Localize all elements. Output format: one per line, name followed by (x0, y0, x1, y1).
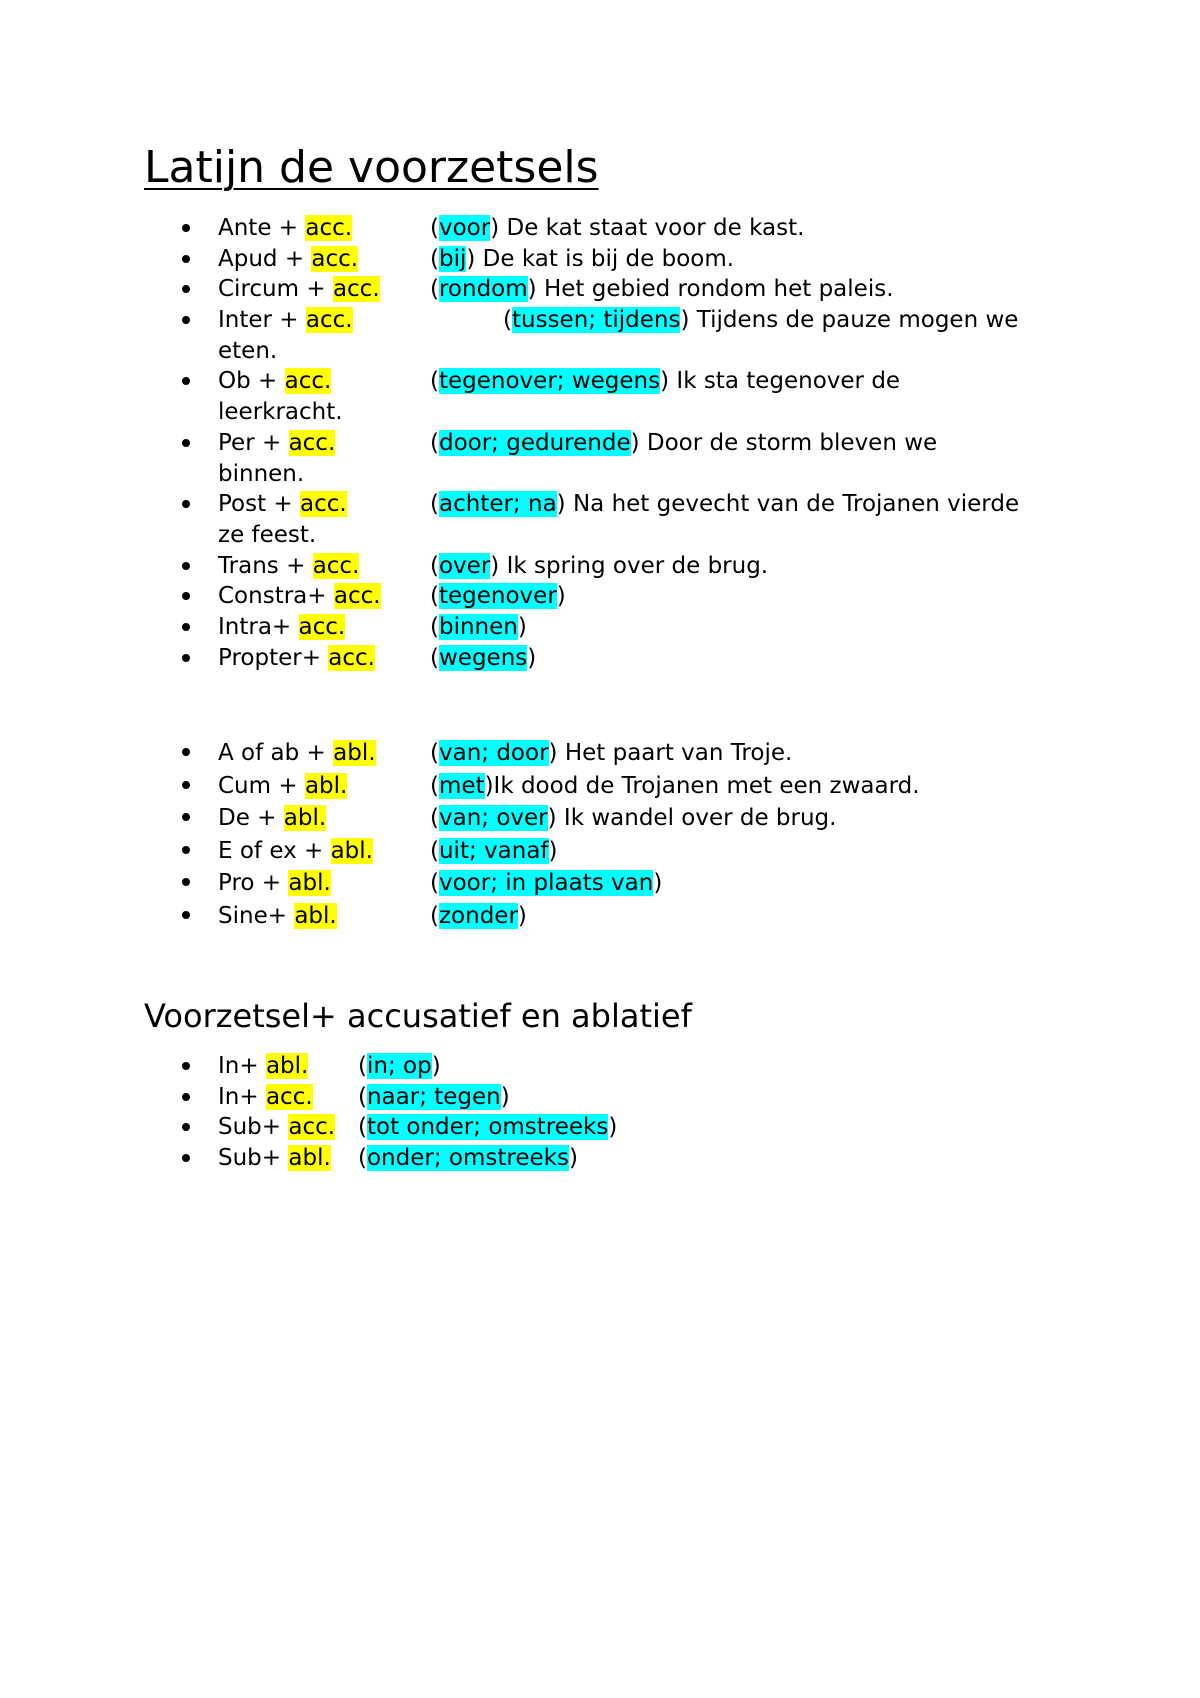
preposition-term (218, 274, 380, 305)
case-marker: acc. (298, 614, 346, 640)
translation: naar; tegen (366, 1083, 501, 1110)
bullet-icon (182, 377, 190, 385)
meaning: (naar; tegen) (358, 1083, 510, 1110)
bullet-icon (182, 1093, 190, 1101)
case-marker: abl. (288, 870, 331, 896)
translation: rondom (438, 276, 528, 303)
bullet-icon (182, 255, 190, 263)
meaning: (rondom) Het gebied rondom het paleis. (430, 276, 894, 303)
example-sentence: Ik spring over de brug. (499, 552, 769, 579)
example-sentence: De kat is bij de boom. (475, 245, 735, 272)
preposition-term (218, 244, 358, 275)
bullet-icon (182, 1062, 190, 1070)
example-continuation: leerkracht. (218, 399, 343, 426)
preposition-term (218, 489, 347, 520)
preposition-term (218, 1112, 335, 1143)
meaning: (van; door) Het paart van Troje. (430, 740, 793, 766)
case-marker: acc. (265, 1083, 313, 1110)
preposition-text: Apud + (218, 245, 305, 272)
page-title: Latijn de voorzetsels (144, 142, 599, 193)
example-sentence: Het gebied rondom het paleis. (536, 276, 894, 303)
case-marker: acc. (305, 215, 353, 241)
preposition-term (218, 770, 347, 803)
translation: onder; omstreeks (366, 1145, 569, 1172)
bullet-icon (182, 285, 190, 293)
translation: bij (438, 245, 467, 272)
meaning: (bij) De kat is bij de boom. (430, 245, 735, 272)
bullet-icon (182, 224, 190, 232)
preposition-text: Sub+ (218, 1145, 282, 1172)
preposition-term (218, 1143, 331, 1174)
preposition-text: Trans + (218, 552, 306, 579)
preposition-text: In+ (218, 1083, 259, 1110)
translation: in; op (366, 1053, 432, 1079)
example-sentence: Ik wandel over de brug. (556, 805, 837, 831)
case-marker: abl. (288, 1145, 331, 1172)
preposition-text: Sub+ (218, 1114, 282, 1141)
case-marker: acc. (288, 1114, 336, 1141)
case-marker: abl. (333, 740, 376, 766)
translation: tegenover; wegens (438, 368, 661, 395)
preposition-text: Per + (218, 429, 282, 456)
preposition-text: A of ab + (218, 740, 326, 766)
meaning: (voor) De kat staat voor de kast. (430, 215, 805, 241)
meaning: (over) Ik spring over de brug. (430, 552, 769, 579)
bullet-icon (182, 592, 190, 600)
case-marker: abl. (330, 837, 373, 864)
translation: wegens (438, 644, 528, 671)
meaning: (tegenover; wegens) Ik sta tegenover de (430, 368, 901, 395)
preposition-term (218, 835, 373, 868)
bullet-icon (182, 813, 190, 821)
bullet-icon (182, 1123, 190, 1131)
case-marker: acc. (305, 307, 353, 334)
preposition-term (218, 867, 331, 900)
preposition-text: Ob + (218, 368, 278, 395)
example-sentence: Ik sta tegenover de (669, 368, 901, 395)
case-marker: acc. (284, 368, 332, 395)
case-marker: abl. (283, 805, 327, 831)
translation: uit; vanaf (438, 837, 549, 864)
example-sentence: De kat staat voor de kast. (499, 215, 805, 241)
preposition-text: De + (218, 805, 277, 831)
example-sentence: Tijdens de pauze mogen we (689, 307, 1019, 334)
translation: van; over (438, 805, 548, 831)
translation: over (438, 552, 491, 579)
bullet-icon (182, 654, 190, 662)
case-marker: acc. (333, 583, 381, 610)
example-sentence: Ik dood de Trojanen met een zwaard. (493, 772, 920, 799)
meaning: (tegenover) (430, 583, 566, 610)
bullet-icon (182, 1154, 190, 1162)
preposition-text: Post + (218, 491, 293, 518)
case-marker: acc. (300, 491, 347, 518)
translation: door; gedurende (438, 429, 631, 456)
meaning: (van; over) Ik wandel over de brug. (430, 805, 837, 831)
example-sentence: Na het gevecht van de Trojanen vierde (565, 491, 1020, 518)
bullet-icon (182, 316, 190, 324)
meaning: (wegens) (430, 644, 537, 671)
preposition-text: Intra+ (218, 614, 292, 640)
preposition-text: Ante + (218, 215, 299, 241)
example-continuation: ze feest. (218, 521, 317, 548)
bullet-icon (182, 439, 190, 447)
preposition-term (218, 581, 381, 612)
case-marker: abl. (294, 902, 337, 929)
case-marker: abl. (265, 1053, 309, 1079)
meaning: (voor; in plaats van) (430, 870, 663, 896)
meaning: (zonder) (430, 902, 527, 929)
preposition-term (218, 612, 345, 643)
translation: zonder (438, 902, 518, 929)
preposition-term (218, 551, 359, 582)
example-sentence: Door de storm bleven we (639, 429, 938, 456)
preposition-term (218, 900, 337, 933)
preposition-term (218, 428, 335, 459)
meaning: (uit; vanaf) (430, 837, 558, 864)
bullet-icon (182, 846, 190, 854)
translation: tot onder; omstreeks (366, 1114, 609, 1141)
preposition-text: Circum + (218, 276, 326, 303)
bullet-icon (182, 500, 190, 508)
bullet-icon (182, 911, 190, 919)
meaning: (door; gedurende) Door de storm bleven we (430, 429, 938, 456)
preposition-text: Pro + (218, 870, 282, 896)
section-heading: Voorzetsel+ accusatief en ablatief (144, 997, 692, 1035)
translation: achter; na (438, 491, 557, 518)
example-continuation: binnen. (218, 460, 305, 487)
preposition-text: Constra+ (218, 583, 327, 610)
preposition-text: Propter+ (218, 644, 321, 671)
translation: voor (438, 215, 491, 241)
preposition-term (218, 366, 331, 397)
meaning: (met)Ik dood de Trojanen met een zwaard. (430, 772, 920, 799)
preposition-term (218, 1051, 308, 1082)
preposition-term (218, 213, 352, 244)
meaning: (achter; na) Na het gevecht van de Trojanen vierde (430, 491, 1020, 518)
example-continuation: eten. (218, 337, 278, 364)
translation: voor; in plaats van (438, 870, 654, 896)
case-marker: acc. (311, 245, 359, 272)
case-marker: acc. (288, 429, 336, 456)
meaning: (tot onder; omstreeks) (358, 1114, 618, 1141)
translation: binnen (438, 614, 518, 640)
meaning: (tussen; tijdens) Tijdens de pauze mogen we (503, 307, 1019, 334)
preposition-term (218, 802, 326, 835)
preposition-text: E of ex + (218, 837, 324, 864)
meaning: (onder; omstreeks) (358, 1145, 578, 1172)
preposition-text: In+ (218, 1053, 259, 1079)
meaning: (binnen) (430, 614, 527, 640)
preposition-term (218, 737, 376, 770)
preposition-text: Sine+ (218, 902, 287, 929)
meaning: (in; op) (358, 1053, 441, 1079)
example-sentence: Het paart van Troje. (557, 740, 793, 766)
preposition-text: Cum + (218, 772, 298, 799)
bullet-icon (182, 623, 190, 631)
translation: tegenover (438, 583, 557, 610)
translation: tussen; tijdens (511, 307, 681, 334)
case-marker: acc. (328, 644, 375, 671)
case-marker: acc. (312, 552, 360, 579)
preposition-term (218, 643, 375, 674)
preposition-text: Inter + (218, 307, 299, 334)
translation: met (438, 772, 485, 799)
translation: van; door (438, 740, 549, 766)
case-marker: acc. (332, 276, 380, 303)
preposition-term (218, 305, 353, 336)
bullet-icon (182, 781, 190, 789)
preposition-term (218, 1082, 313, 1113)
case-marker: abl. (304, 772, 348, 799)
bullet-icon (182, 878, 190, 886)
bullet-icon (182, 748, 190, 756)
bullet-icon (182, 562, 190, 570)
